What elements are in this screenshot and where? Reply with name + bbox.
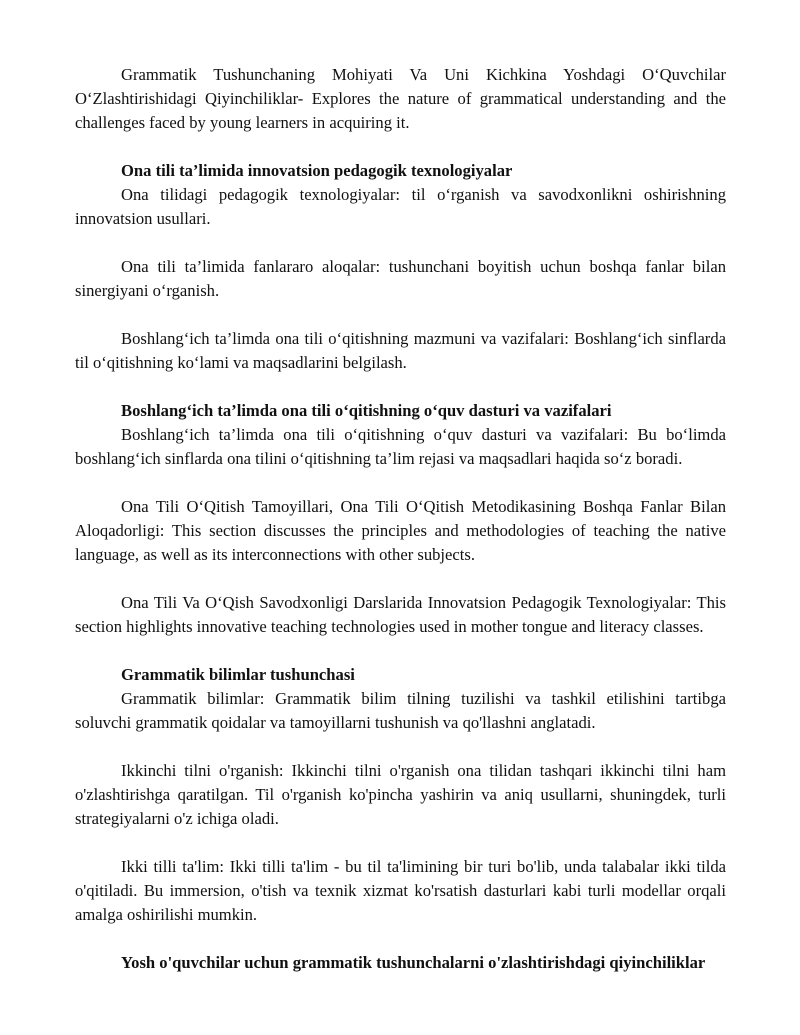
section-heading-grammatical-knowledge: Grammatik bilimlar tushunchasi	[121, 665, 355, 684]
paragraph-second-language: Ikkinchi tilni o'rganish: Ikkinchi tilni o'rganish ona tilidan tashqari ikkinchi tilni ham o'zlashtirishga qaratilgan. Til o'rganish ko'pincha yashirin va aniq usullarni, shuningdek, turli strategiyalarni o'z ichiga oladi.	[75, 761, 726, 828]
paragraph-primary-content-tasks: Boshlang‘ich ta’limda ona tili o‘qitishning mazmuni va vazifalari: Boshlang‘ich sinflarda til o‘qitishning ko‘lami va maqsadlarini belgilash.	[75, 329, 726, 372]
intro-paragraph: Grammatik Tushunchaning Mohiyati Va Uni Kichkina Yoshdagi O‘Quvchilar O‘Zlashtirishidagi Qiyinchiliklar- Explores the nature of grammatical understanding and the challenges faced by young learners in acquiring it.	[75, 65, 726, 132]
section-heading-curriculum-tasks: Boshlang‘ich ta’limda ona tili o‘qitishning o‘quv dasturi va vazifalari	[121, 401, 612, 420]
paragraph-literacy-technologies: Ona Tili Va O‘Qish Savodxonligi Darslarida Innovatsion Pedagogik Texnologiyalar: This section highlights innovative teaching technologies used in mother tongue and literacy classes.	[75, 593, 726, 636]
paragraph-grammatical-knowledge: Grammatik bilimlar: Grammatik bilim tilning tuzilishi va tashkil etilishini tartibga soluvchi grammatik qoidalar va tamoyillarni tushunish va qo'llashni anglatadi.	[75, 689, 726, 732]
paragraph-curriculum-tasks: Boshlang‘ich ta’limda ona tili o‘qitishning o‘quv dasturi va vazifalari: Bu bo‘limda boshlang‘ich sinflarda ona tilini o‘qitishning ta’lim rejasi va maqsadlari haqida so‘z boradi.	[75, 425, 726, 468]
section-heading-innovative-technologies: Ona tili ta’limida innovatsion pedagogik texnologiyalar	[121, 161, 513, 180]
paragraph-teaching-principles: Ona Tili O‘Qitish Tamoyillari, Ona Tili O‘Qitish Metodikasining Boshqa Fanlar Bilan Aloqadorligi: This section discusses the principles and methodologies of teaching the native language, as well as its interconnections with other subjects.	[75, 497, 726, 564]
section-heading-young-learners-challenges: Yosh o'quvchilar uchun grammatik tushunchalarni o'zlashtirishdagi qiyinchiliklar	[121, 953, 706, 972]
paragraph-interdisciplinary-links: Ona tili ta’limida fanlararo aloqalar: tushunchani boyitish uchun boshqa fanlar bilan sinergiyani o‘rganish.	[75, 257, 726, 300]
paragraph-bilingual-education: Ikki tilli ta'lim: Ikki tilli ta'lim - bu til ta'limining bir turi bo'lib, unda talabalar ikki tilda o'qitiladi. Bu immersion, o'tish va texnik xizmat ko'rsatish dasturlari kabi turli modellar orqali amalga oshirilishi mumkin.	[75, 857, 726, 924]
document-page	[75, 63, 726, 975]
paragraph-pedagogical-technologies: Ona tilidagi pedagogik texnologiyalar: til o‘rganish va savodxonlikni oshirishning innovatsion usullari.	[75, 185, 726, 228]
